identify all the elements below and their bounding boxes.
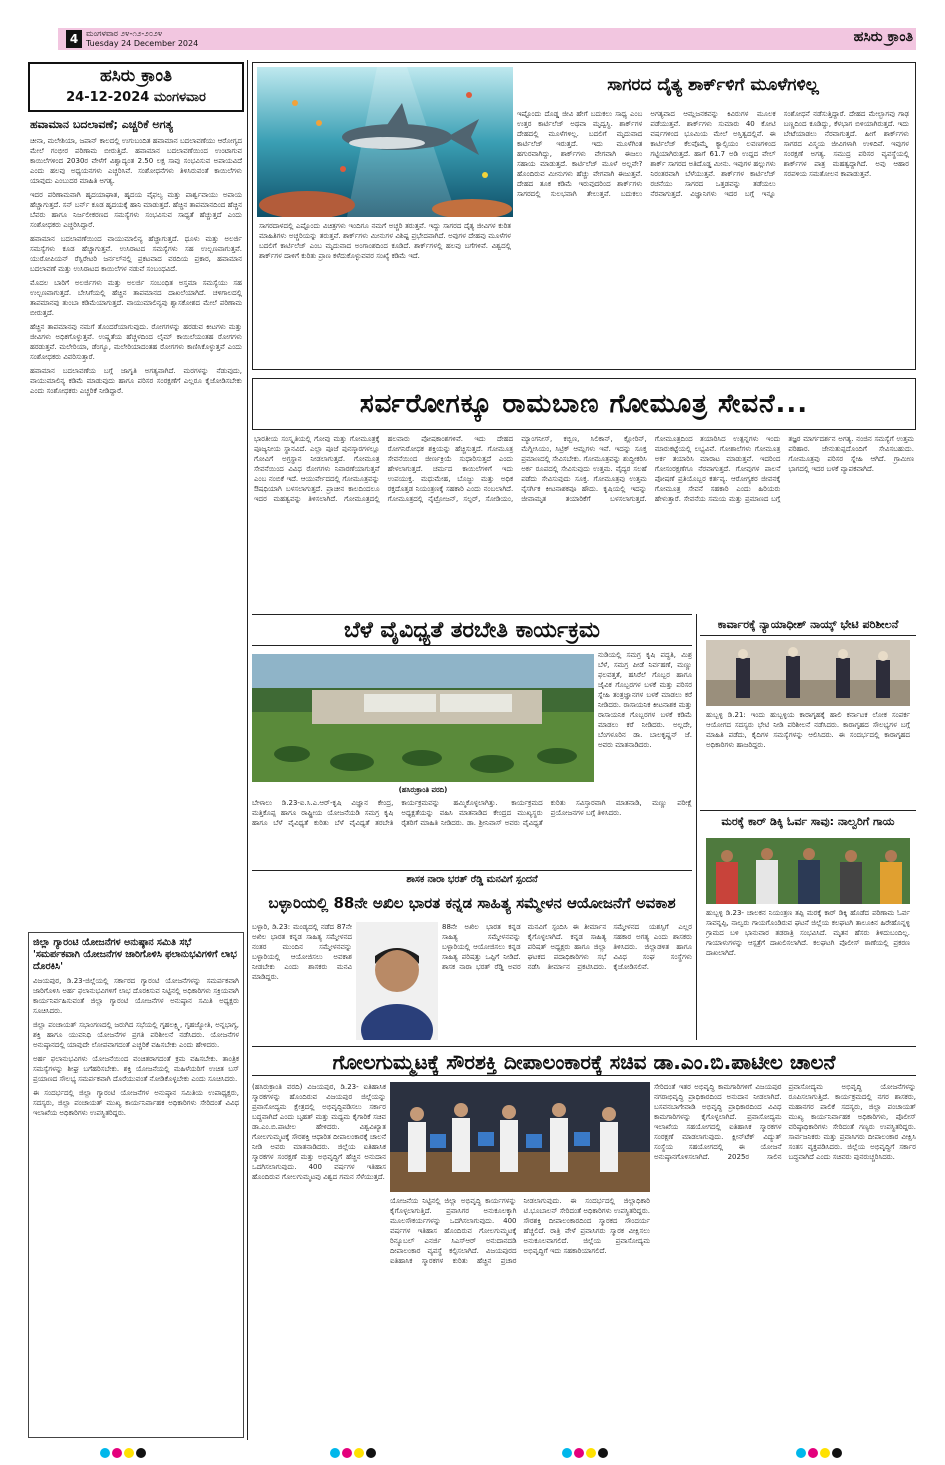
climate-paragraph: ಇದರ ಪರಿಣಾಮವಾಗಿ ಹೃದಯಾಘಾತ, ಹೃದಯ ವೈಫಲ್ಯ ಮತ್ತು ಪಾರ್ಶ್ವವಾಯು ಅಪಾಯ ಹೆಚ್ಚಾಗುತ್ತದೆ. ಸನ್ ಬರ್ನ್ ಕೂಡ ಹೃದಯಕ್ಕೆ ಹಾನಿ ಮಾಡುತ್ತದೆ. ಹೆಚ್ಚಿನ ತಾಪಮಾನದಿಂದ ಹೆಚ್ಚಿನ ಬೆವರು ಹಾಗೂ ನಿರ್ಜಲೀಕರಣದ ಸಮಸ್ಯೆಗಳು ಸಂಭವಿಸುವ ಸಾಧ್ಯತೆ ಹೆಚ್ಚುತ್ತದೆ ಎಂದು ಸಂಶೋಧಕರು ಎಚ್ಚರಿಸಿದ್ದಾರೆ. bbox=[30, 191, 242, 229]
registration-mark-dot bbox=[366, 1448, 376, 1458]
officials-visit-photo bbox=[706, 640, 910, 706]
solar-column-1: (ಹಸಿರುಕ್ರಾಂತಿ ವರದಿ) ವಿಜಯಪುರ, ಡಿ.23- ಐತಿಹಾಸಿಕ ಸ್ಮಾರಕಗಳನ್ನು ಹೊಂದಿರುವ ವಿಜಯಪುರ ಜಿಲ್ಲೆಯನ್ನು ಪ್ರವಾಸೋದ್ಯಮ ಕ್ಷೇತ್ರದಲ್ಲಿ ಅಭಿವೃದ್ಧಿಪಡಿಸಲು ಸರ್ಕಾರ ಬದ್ಧವಾಗಿದೆ ಎಂದು ಬೃಹತ್ ಮತ್ತು ಮಧ್ಯಮ ಕೈಗಾರಿಕೆ ಸಚಿವ ಡಾ.ಎಂ.ಬಿ.ಪಾಟೀಲ ಹೇಳಿದರು. ವಿಶ್ವವಿಖ್ಯಾತ ಗೋಲಗುಮ್ಮಟಕ್ಕೆ ಸೌರಶಕ್ತಿ ಆಧಾರಿತ ದೀಪಾಲಂಕಾರಕ್ಕೆ ಚಾಲನೆ ನೀಡಿ ಅವರು ಮಾತನಾಡಿದರು. ಜಿಲ್ಲೆಯ ಐತಿಹಾಸಿಕ ಸ್ಮಾರಕಗಳ ಸಂರಕ್ಷಣೆ ಮತ್ತು ಅಭಿವೃದ್ಧಿಗೆ ಹೆಚ್ಚಿನ ಅನುದಾನ ಒದಗಿಸಲಾಗುವುದು. 400 ವರ್ಷಗಳ ಇತಿಹಾಸ ಹೊಂದಿರುವ ಗೋಲಗುಮ್ಮಟವು ವಿಶ್ವದ ಗಮನ ಸೆಳೆಯುತ್ತದೆ. bbox=[252, 1083, 386, 1181]
climate-article bbox=[30, 136, 242, 926]
cow-headline-box bbox=[252, 378, 916, 430]
cow-headline: ಸರ್ವರೋಗಕ್ಕೂ ರಾಮಬಾಣ ಗೋಮೂತ್ರ ಸೇವನೆ... bbox=[359, 389, 809, 419]
guarantee-paragraph: ಈ ಸಂದರ್ಭದಲ್ಲಿ ಜಿಲ್ಲಾ ಗ್ಯಾರಂಟಿ ಯೋಜನೆಗಳ ಅನುಷ್ಠಾನ ಸಮಿತಿಯ ಉಪಾಧ್ಯಕ್ಷರು, ಸದಸ್ಯರು, ಜಿಲ್ಲಾ ಪಂಚಾಯತ್ ಮುಖ್ಯ ಕಾರ್ಯನಿರ್ವಾಹಕ ಅಧಿಕಾರಿಗಳು ಸೇರಿದಂತೆ ವಿವಿಧ ಇಲಾಖೆಯ ಅಧಿಕಾರಿಗಳು ಉಪಸ್ಥಿತರಿದ್ದರು. bbox=[33, 1089, 239, 1117]
climate-headline: ಹವಾಮಾನ ಬದಲಾವಣೆ; ಎಚ್ಚರಿಕೆ ಅಗತ್ಯ bbox=[30, 118, 173, 131]
registration-mark-dot bbox=[112, 1448, 122, 1458]
guarantee-paragraph: ಅರ್ಹ ಫಲಾನುಭವಿಗಳು ಯೋಜನೆಯಿಂದ ವಂಚಿತರಾಗದಂತೆ ಕ್ರಮ ವಹಿಸಬೇಕು. ತಾಂತ್ರಿಕ ಸಮಸ್ಯೆಗಳನ್ನು ಶೀಘ್ರ ಬಗೆಹರಿಸಬೇಕು. ಶಕ್ತಿ ಯೋಜನೆಯಲ್ಲಿ ಮಹಿಳೆಯರಿಗೆ ಉಚಿತ ಬಸ್ ಪ್ರಯಾಣದ ಸೌಲಭ್ಯ ಸಮರ್ಪಕವಾಗಿ ದೊರೆಯುವಂತೆ ನೋಡಿಕೊಳ್ಳಬೇಕು ಎಂದು ಸೂಚಿಸಿದರು. bbox=[33, 1055, 239, 1083]
header-dateline bbox=[86, 29, 198, 49]
solar-middle-columns: ಯೋಜನೆಯ ನಿಟ್ಟಿನಲ್ಲಿ ಜಿಲ್ಲಾ ಅಭಿವೃದ್ಧಿ ಕಾರ್ಯಗಳನ್ನು ಕೈಗೊಳ್ಳಲಾಗುತ್ತಿದೆ. ಪ್ರವಾಸಿಗರ ಅನುಕೂಲಕ್ಕಾಗಿ ಮೂಲಸೌಕರ್ಯಗಳನ್ನು ಒದಗಿಸಲಾಗುವುದು. 400 ವರ್ಷಗಳ ಇತಿಹಾಸ ಹೊಂದಿರುವ ಗೋಲಗುಮ್ಮಟಕ್ಕೆ ರಿನ್ಯೂಬಲ್ ಎನರ್ಜಿ ಸಿಎಸ್‌ಆರ್ ಅನುದಾನದಡಿ ದೀಪಾಲಂಕಾರ ವ್ಯವಸ್ಥೆ ಕಲ್ಪಿಸಲಾಗಿದೆ. ವಿಜಯಪುರದ ಐತಿಹಾಸಿಕ ಸ್ಮಾರಕಗಳ ಕುರಿತು ಹೆಚ್ಚಿನ ಪ್ರಚಾರ ನೀಡಲಾಗುವುದು. ಈ ಸಂದರ್ಭದಲ್ಲಿ ಜಿಲ್ಲಾಧಿಕಾರಿ ಟಿ.ಭೂಬಾಲನ್ ಸೇರಿದಂತೆ ಅಧಿಕಾರಿಗಳು ಉಪಸ್ಥಿತರಿದ್ದರು. ಸೌರಶಕ್ತಿ ದೀಪಾಲಂಕಾರದಿಂದ ಸ್ಮಾರಕದ ಸೌಂದರ್ಯ ಹೆಚ್ಚಲಿದೆ. ರಾತ್ರಿ ವೇಳೆ ಪ್ರವಾಸಿಗರು ಸ್ಮಾರಕ ವೀಕ್ಷಿಸಲು ಅನುಕೂಲವಾಗಲಿದೆ. ಜಿಲ್ಲೆಯ ಪ್ರವಾಸೋದ್ಯಮ ಅಭಿವೃದ್ಧಿಗೆ ಇದು ಸಹಕಾರಿಯಾಗಲಿದೆ. bbox=[390, 1197, 650, 1265]
guarantee-headline: ಜಿಲ್ಲಾ ಗ್ಯಾರಂಟಿ ಯೋಜನೆಗಳ ಅನುಷ್ಠಾನ ಸಮಿತಿ ಸಭೆ 'ಸಮರ್ಪಕವಾಗಿ ಯೋಜನೆಗಳ ಜಾರಿಗೊಳಿಸಿ ಫಲಾನುಭವಿಗಳಿಗೆ ಲಾಭ ದೊರಕಿಸಿ' bbox=[33, 937, 237, 972]
climate-paragraph: ಚೀನಾ, ಮಲೇಶಿಯಾ, ಜಪಾನ್ ಕಾಲದಲ್ಲಿ ಉಗುಬಂದಿತ ಹವಾಮಾನ ಬದಲಾವಣೆಯು ಆರೋಗ್ಯದ ಮೇಲೆ ಗಂಭೀರ ಪರಿಣಾಮ ಬೀರುತ್ತಿದೆ. ಹವಾಮಾನ ಬದಲಾವಣೆಯಿಂದ ಉಂಟಾಗುವ ಕಾಯಿಲೆಗಳಿಂದ 2030ರ ವೇಳೆಗೆ ವಿಶ್ವಾದ್ಯಂತ 2.50 ಲಕ್ಷ ಸಾವು ಸಂಭವಿಸುವ ಅಪಾಯವಿದೆ ಎಂದು ಹಲವು ಅಧ್ಯಯನಗಳು ಎಚ್ಚರಿಸಿವೆ. ಸಂಶೋಧನೆಗಳು ತಿಳಿಸಿರುವಂತೆ ಕಾಯಿಲೆಗಳು ಯಾವುದು ಎಂಬುದರ ಮಾಹಿತಿ ಅಗತ್ಯ. bbox=[30, 137, 242, 185]
registration-mark-dot bbox=[832, 1448, 842, 1458]
group-of-men-photo bbox=[706, 838, 910, 904]
registration-mark-dot bbox=[562, 1448, 572, 1458]
masthead-date: 24-12-2024 ಮಂಗಳವಾರ bbox=[66, 90, 206, 105]
masthead-box bbox=[28, 62, 244, 112]
climate-paragraph: ಮೊದಲ ಬಾರಿಗೆ ಅಲರ್ಜಿಗಳು ಮತ್ತು ಅಲರ್ಜಿ ಸಂಬಂಧಿತ ಅಸ್ತಮಾ ಸಮಸ್ಯೆಯು ಸಹ ಉಲ್ಬಣವಾಗುತ್ತದೆ. ಬೇಸಿಗೆಯಲ್ಲಿ ಹೆಚ್ಚಿನ ತಾಪಮಾನದ ದಾಖಲೆಯಾಗಿದೆ. ಚಳಿಗಾಲದಲ್ಲಿ ತಾಪಮಾನವು ತುಂಬಾ ಕಡಿಮೆಯಾಗುತ್ತದೆ. ವಾಯುಮಾಲಿನ್ಯವು ಶ್ವಾಸಕೋಶದ ಮೇಲೆ ಪರಿಣಾಮ ಬೀರುತ್ತದೆ. bbox=[30, 279, 242, 317]
registration-mark-dot bbox=[124, 1448, 134, 1458]
climate-paragraph: ಹವಾಮಾನ ಬದಲಾವಣೆಯ ಬಗ್ಗೆ ಜಾಗೃತಿ ಅಗತ್ಯವಾಗಿದೆ. ಮರಗಳನ್ನು ನೆಡುವುದು, ವಾಯುಮಾಲಿನ್ಯ ಕಡಿಮೆ ಮಾಡುವುದು ಹಾಗೂ ಪರಿಸರ ಸಂರಕ್ಷಣೆಗೆ ಎಲ್ಲರೂ ಕೈಜೋಡಿಸಬೇಕು ಎಂದು ಸಂಶೋಧಕರು ಎಚ್ಚರಿಕೆ ನೀಡಿದ್ದಾರೆ. bbox=[30, 367, 242, 395]
bellary-column-2: 88ನೇ ಅಖಿಲ ಭಾರತ ಕನ್ನಡ ಸಾಹಿತ್ಯ ಸಮ್ಮೇಳನವನ್ನು ಬಳ್ಳಾರಿಯಲ್ಲಿ ಆಯೋಜಿಸಲು ಕನ್ನಡ ಸಾಹಿತ್ಯ ಪರಿಷತ್ತು ಒಪ್ಪಿಗೆ ನೀಡಿದೆ. ಶಾಸಕ ನಾರಾ ಭರತ್ ರೆಡ್ಡಿ ಅವರ ಮನವಿಗೆ ಸ್ಪಂದಿಸಿ ಈ ತೀರ್ಮಾನ ಕೈಗೊಳ್ಳಲಾಗಿದೆ. ಕನ್ನಡ ಸಾಹಿತ್ಯ ಪರಿಷತ್ ಅಧ್ಯಕ್ಷರು ಹಾಗೂ ಜಿಲ್ಲಾ ಘಟಕದ ಪದಾಧಿಕಾರಿಗಳು ಸಭೆ ನಡೆಸಿ ತೀರ್ಮಾನ ಪ್ರಕಟಿಸಿದರು. ಸಮ್ಮೇಳನದ ಯಶಸ್ಸಿಗೆ ಎಲ್ಲರ ಸಹಕಾರ ಅಗತ್ಯ ಎಂದು ಶಾಸಕರು ತಿಳಿಸಿದರು. ಜಿಲ್ಲಾಡಳಿತ ಹಾಗೂ ವಿವಿಧ ಸಂಘ ಸಂಸ್ಥೆಗಳು ಕೈಜೋಡಿಸಲಿವೆ. bbox=[442, 923, 692, 971]
registration-mark-dot bbox=[586, 1448, 596, 1458]
column-divider bbox=[247, 60, 248, 1440]
solar-right-columns: ಸೇರಿದಂತೆ ಇತರ ಅಭಿವೃದ್ಧಿ ಕಾಮಗಾರಿಗಳಿಗೆ ವಿಜಯಪುರ ನಗರಾಭಿವೃದ್ಧಿ ಪ್ರಾಧಿಕಾರದಿಂದ ಅನುದಾನ ನೀಡಲಾಗಿದೆ. ಬಸವನಬಾಗೇವಾಡಿ ಅಭಿವೃದ್ಧಿ ಪ್ರಾಧಿಕಾರದಿಂದ ವಿವಿಧ ಕಾಮಗಾರಿಗಳನ್ನು ಕೈಗೊಳ್ಳಲಾಗಿದೆ. ಪ್ರವಾಸೋದ್ಯಮ ಇಲಾಖೆಯ ಸಹಯೋಗದಲ್ಲಿ ಐತಿಹಾಸಿಕ ಸ್ಮಾರಕಗಳ ಸಂರಕ್ಷಣೆ ಮಾಡಲಾಗುವುದು. ಕ್ಲೀನ್‌ಟೆಕ್ ವಿದ್ಯುತ್ ಸಂಸ್ಥೆಯ ಸಹಯೋಗದಲ್ಲಿ ಈ ಯೋಜನೆ ಅನುಷ್ಠಾನಗೊಳಿಸಲಾಗಿದೆ. 2025ರ ಸಾಲಿನ ಪ್ರವಾಸೋದ್ಯಮ ಅಭಿವೃದ್ಧಿ ಯೋಜನೆಗಳನ್ನು ರೂಪಿಸಲಾಗುತ್ತಿದೆ. ಕಾರ್ಯಕ್ರಮದಲ್ಲಿ ನಗರ ಶಾಸಕರು, ಮಹಾನಗರ ಪಾಲಿಕೆ ಸದಸ್ಯರು, ಜಿಲ್ಲಾ ಪಂಚಾಯತ್ ಮುಖ್ಯ ಕಾರ್ಯನಿರ್ವಾಹಕ ಅಧಿಕಾರಿಗಳು, ಪೊಲೀಸ್ ವರಿಷ್ಠಾಧಿಕಾರಿಗಳು ಸೇರಿದಂತೆ ಗಣ್ಯರು ಉಪಸ್ಥಿತರಿದ್ದರು. ಸಾರ್ವಜನಿಕರು ಮತ್ತು ಪ್ರವಾಸಿಗರು ದೀಪಾಲಂಕಾರ ವೀಕ್ಷಿಸಿ ಸಂತಸ ವ್ಯಕ್ತಪಡಿಸಿದರು. ಜಿಲ್ಲೆಯ ಅಭಿವೃದ್ಧಿಗೆ ಸರ್ಕಾರ ಬದ್ಧವಾಗಿದೆ ಎಂದು ಸಚಿವರು ಪುನರುಚ್ಚರಿಸಿದರು. bbox=[654, 1083, 916, 1161]
header-brand: ಹಸಿರು ಕ್ರಾಂತಿ bbox=[853, 29, 913, 45]
cow-body: ಭಾರತೀಯ ಸಂಸ್ಕೃತಿಯಲ್ಲಿ ಗೋವು ಮತ್ತು ಗೋಮೂತ್ರಕ್ಕೆ ಪೂಜ್ಯನೀಯ ಸ್ಥಾನವಿದೆ. ಎಲ್ಲಾ ಪೂಜೆ ಪುನಸ್ಕಾರಗಳಲ್ಲೂ ಗೋವಿಗೆ ಅಗ್ರಸ್ಥಾನ ನೀಡಲಾಗುತ್ತದೆ. ಗೋಮೂತ್ರ ಸೇವನೆಯಿಂದ ವಿವಿಧ ರೋಗಗಳು ನಿವಾರಣೆಯಾಗುತ್ತವೆ ಎಂಬ ನಂಬಿಕೆ ಇದೆ. ಆಯುರ್ವೇದದಲ್ಲಿ ಗೋಮೂತ್ರವನ್ನು ಔಷಧಿಯಾಗಿ ಬಳಸಲಾಗುತ್ತದೆ. ಪ್ರಾಚೀನ ಕಾಲದಿಂದಲೂ ಇದರ ಮಹತ್ವವನ್ನು ತಿಳಿಸಲಾಗಿದೆ. ಗೋಮೂತ್ರದಲ್ಲಿ ಹಲವಾರು ಪೋಷಕಾಂಶಗಳಿವೆ. ಇದು ದೇಹದ ರೋಗನಿರೋಧಕ ಶಕ್ತಿಯನ್ನು ಹೆಚ್ಚಿಸುತ್ತದೆ. ಗೋಮೂತ್ರ ಸೇವನೆಯಿಂದ ಜೀರ್ಣಕ್ರಿಯೆ ಸುಧಾರಿಸುತ್ತದೆ ಎಂದು ಹೇಳಲಾಗುತ್ತದೆ. ಚರ್ಮದ ಕಾಯಿಲೆಗಳಿಗೆ ಇದು ಉಪಯುಕ್ತ. ಮಧುಮೇಹ, ಬೊಜ್ಜು ಮತ್ತು ಅಧಿಕ ರಕ್ತದೊತ್ತಡ ನಿಯಂತ್ರಣಕ್ಕೆ ಸಹಕಾರಿ ಎಂದು ನಂಬಲಾಗಿದೆ. ಗೋಮೂತ್ರದಲ್ಲಿ ನೈಟ್ರೋಜನ್, ಸಲ್ಫರ್, ಸೋಡಿಯಂ, ಮ್ಯಾಂಗನೀಸ್, ಕಬ್ಬಿಣ, ಸಿಲಿಕಾನ್, ಕ್ಲೋರಿನ್, ಮೆಗ್ನೀಸಿಯಂ, ಸಿಟ್ರಿಕ್ ಆಮ್ಲಗಳು ಇವೆ. ಇದನ್ನು ಸೂಕ್ತ ಪ್ರಮಾಣದಲ್ಲಿ ಸೇವಿಸಬೇಕು. ಗೋಮೂತ್ರವನ್ನು ಶುದ್ಧೀಕರಿಸಿ ಅರ್ಕ ರೂಪದಲ್ಲಿ ಸೇವಿಸುವುದು ಉತ್ತಮ. ವೈದ್ಯರ ಸಲಹೆ ಪಡೆದು ಸೇವಿಸುವುದು ಸೂಕ್ತ. ಗೋಮೂತ್ರವು ಉತ್ತಮ ನೈಸರ್ಗಿಕ ಕೀಟನಾಶಕವೂ ಹೌದು. ಕೃಷಿಯಲ್ಲಿ ಇದನ್ನು ಜೀವಾಮೃತ ತಯಾರಿಕೆಗೆ ಬಳಸಲಾಗುತ್ತದೆ. ಗೋಮೂತ್ರದಿಂದ ತಯಾರಿಸಿದ ಉತ್ಪನ್ನಗಳು ಇಂದು ಮಾರುಕಟ್ಟೆಯಲ್ಲಿ ಲಭ್ಯವಿವೆ. ಗೋಶಾಲೆಗಳು ಗೋಮೂತ್ರ ಅರ್ಕ ತಯಾರಿಸಿ ಮಾರಾಟ ಮಾಡುತ್ತವೆ. ಇದರಿಂದ ಗೋಸಂರಕ್ಷಣೆಗೂ ನೆರವಾಗುತ್ತದೆ. ಗೋವುಗಳ ಪಾಲನೆ ಪೋಷಣೆ ಪ್ರತಿಯೊಬ್ಬರ ಕರ್ತವ್ಯ. ಆರೋಗ್ಯಕರ ಜೀವನಕ್ಕೆ ಗೋಮೂತ್ರ ಸೇವನೆ ಸಹಕಾರಿ ಎಂದು ಹಿರಿಯರು ಹೇಳುತ್ತಾರೆ. ಸೇವನೆಯ ಸಮಯ ಮತ್ತು ಪ್ರಮಾಣದ ಬಗ್ಗೆ ತಜ್ಞರ ಮಾರ್ಗದರ್ಶನ ಅಗತ್ಯ. ನಂಜಿನ ಸಮಸ್ಯೆಗೆ ಉತ್ತಮ ಪರಿಹಾರ. ಜೇನುತುಪ್ಪದೊಂದಿಗೆ ಸೇವಿಸಬಹುದು. ಗೋಮೂತ್ರವು ಪರಿಸರ ಸ್ನೇಹಿ ಆಗಿದೆ. ಗ್ರಾಮೀಣ ಭಾಗದಲ್ಲಿ ಇದರ ಬಳಕೆ ವ್ಯಾಪಕವಾಗಿದೆ. bbox=[254, 435, 914, 503]
carcrash-body: ಹುಬ್ಬಳ್ಳಿ ಡಿ.23- ಚಾಲಕನ ನಿಯಂತ್ರಣ ತಪ್ಪಿ ಮರಕ್ಕೆ ಕಾರ್ ಡಿಕ್ಕಿ ಹೊಡೆದ ಪರಿಣಾಮ ಓರ್ವ ಸಾವನ್ನಪ್ಪಿ, ನಾಲ್ವರು ಗಾಯಗೊಂಡಿರುವ ಘಟನೆ ಜಿಲ್ಲೆಯ ಕಲಘಟಗಿ ತಾಲೂಕಿನ ಹಿರೇಹೊನ್ನಳ್ಳಿ ಗ್ರಾಮದ ಬಳಿ ಭಾನುವಾರ ತಡರಾತ್ರಿ ಸಂಭವಿಸಿದೆ. ಮೃತನ ಹೆಸರು ತಿಳಿದುಬಂದಿಲ್ಲ. ಗಾಯಾಳುಗಳನ್ನು ಆಸ್ಪತ್ರೆಗೆ ದಾಖಲಿಸಲಾಗಿದೆ. ಕಲಘಟಗಿ ಪೊಲೀಸ್ ಠಾಣೆಯಲ್ಲಿ ಪ್ರಕರಣ ದಾಖಲಾಗಿದೆ. bbox=[706, 909, 910, 957]
registration-mark-dot bbox=[330, 1448, 340, 1458]
crop-headline: ಬೆಳೆ ವೈವಿಧ್ಯತೆ ತರಬೇತಿ ಕಾರ್ಯಕ್ರಮ bbox=[252, 614, 692, 646]
shark-headline: ಸಾಗರದ ದೈತ್ಯ ಶಾರ್ಕ್‌ಳಿಗೆ ಮೂಳೆಗಳಿಲ್ಲ bbox=[607, 75, 819, 95]
guarantee-article-box bbox=[28, 932, 244, 1438]
registration-mark-dot bbox=[136, 1448, 146, 1458]
farmers-field-photo bbox=[252, 654, 594, 782]
registration-mark-dot bbox=[574, 1448, 584, 1458]
guarantee-paragraph: ಜಿಲ್ಲಾ ಪಂಚಾಯತ್ ಸಭಾಂಗಣದಲ್ಲಿ ಜರುಗಿದ ಸಭೆಯಲ್ಲಿ ಗೃಹಲಕ್ಷ್ಮಿ, ಗೃಹಜ್ಯೋತಿ, ಅನ್ನಭಾಗ್ಯ, ಶಕ್ತಿ ಹಾಗೂ ಯುವನಿಧಿ ಯೋಜನೆಗಳ ಪ್ರಗತಿ ಪರಿಶೀಲನೆ ನಡೆಸಿದರು. ಯೋಜನೆಗಳ ಅನುಷ್ಠಾನದಲ್ಲಿ ಯಾವುದೇ ಲೋಪವಾಗದಂತೆ ಎಚ್ಚರಿಕೆ ವಹಿಸಬೇಕು ಎಂದು ಹೇಳಿದರು. bbox=[33, 1021, 239, 1049]
karwar-headline: ಕಾರ್ವಾರಕ್ಕೆ ನ್ಯಾಯಾಧೀಶ್ ನಾಯ್ಕ್ ಭೇಟಿ ಪರಿಶೀಲನೆ bbox=[700, 614, 916, 636]
shark-intro-column: ಸಾಗರದಾಳದಲ್ಲಿ ಎಷ್ಟೊಂದು ವಿಚಿತ್ರಗಳು ಇಂದಿಗೂ ನಮಗೆ ಅಚ್ಚರಿ ತರುತ್ತವೆ. ಇದ್ದು ಸಾಗರದ ದೈತ್ಯ ಜೀವಿಗಳ ಕುರಿತ ಮಾಹಿತಿಗಳು ಅಚ್ಚರಿಯನ್ನು ತರುತ್ತವೆ. ಶಾರ್ಕ್‌ಗಳು ಮೀನುಗಳ ವಿಶಿಷ್ಟ ಪ್ರಭೇದವಾಗಿದೆ. ಅವುಗಳ ದೇಹವು ಮೂಳೆಗಳ ಬದಲಿಗೆ ಕಾರ್ಟಿಲೆಜ್ ಎಂಬ ಮೃದುವಾದ ಅಂಗಾಂಶದಿಂದ ಕೂಡಿದೆ. ಶಾರ್ಕ್‌ಗಳಲ್ಲಿ ಹಲವು ಬಗೆಗಳಿವೆ. ವಿಶ್ವದಲ್ಲಿ ಶಾರ್ಕ್‌ಗಳ ದಾಳಿಗೆ ಕುರಿತು ಪ್ರಾಣ ಕಳೆದುಕೊಳ್ಳುವವರ ಸಂಖ್ಯೆ ಕಡಿಮೆ ಇದೆ. bbox=[259, 222, 511, 260]
karwar-body: ಹುಬ್ಬಳ್ಳಿ ಡಿ.21: ಇಂದು ಹುಬ್ಬಳ್ಳಿಯ ಕಾರಾಗೃಹಕ್ಕೆ ಹಾಲಿ ಕರ್ನಾಟಕ ಲೋಕ ಸಂಪರ್ಕ ಆಯೋಗದ ಸದಸ್ಯರು ಭೇಟಿ ನೀಡಿ ಪರಿಶೀಲನೆ ನಡೆಸಿದರು. ಕಾರಾಗೃಹದ ಸೌಲಭ್ಯಗಳ ಬಗ್ಗೆ ಮಾಹಿತಿ ಪಡೆದು, ಕೈದಿಗಳ ಸಮಸ್ಯೆಗಳನ್ನು ಆಲಿಸಿದರು. ಈ ಸಂದರ್ಭದಲ್ಲಿ ಕಾರಾಗೃಹದ ಅಧಿಕಾರಿಗಳು ಹಾಜರಿದ್ದರು. bbox=[706, 711, 910, 749]
registration-mark-dot bbox=[100, 1448, 110, 1458]
column-divider bbox=[696, 614, 697, 1040]
registration-mark-dot bbox=[820, 1448, 830, 1458]
registration-mark-dot bbox=[808, 1448, 818, 1458]
guarantee-article bbox=[29, 976, 243, 1426]
page-number: 4 bbox=[66, 30, 82, 48]
crop-photo-caption: (ಹಸಿರುಕ್ರಾಂತಿ ವರದಿ) bbox=[398, 786, 448, 794]
crop-body: ಬೇಳಾಲು ಡಿ.23-ಐ.ಸಿ.ಎ.ಆರ್-ಕೃಷಿ ವಿಜ್ಞಾನ ಕೇಂದ್ರ, ಮತ್ತಿಕೊಪ್ಪ ಹಾಗೂ ರಾಷ್ಟ್ರೀಯ ಯೋಜನೆಯಡಿ ಸಮಗ್ರ ಕೃಷಿ ಹಾಗೂ ಬೆಳೆ ವೈವಿಧ್ಯತೆ ಕುರಿತು ಬೆಳೆ ವೈವಿಧ್ಯತೆ ತರಬೇತಿ ಕಾರ್ಯಕ್ರಮವನ್ನು ಹಮ್ಮಿಕೊಳ್ಳಲಾಗಿತ್ತು. ಕಾರ್ಯಕ್ರಮದ ಅಧ್ಯಕ್ಷತೆಯನ್ನು ವಹಿಸಿ ಮಾತನಾಡಿದ ಕೇಂದ್ರದ ಮುಖ್ಯಸ್ಥರು ರೈತರಿಗೆ ಮಾಹಿತಿ ನೀಡಿದರು. ಡಾ. ಶ್ರೀನಿವಾಸ್ ಅವರು ವೈವಿಧ್ಯತೆ ಕುರಿತು ಸವಿಸ್ತಾರವಾಗಿ ಮಾತನಾಡಿ, ಮಣ್ಣು ಪರೀಕ್ಷೆ ಪ್ರಯೋಜನಗಳ ಬಗ್ಗೆ ತಿಳಿಸಿದರು. bbox=[252, 799, 692, 827]
bellary-column-1: ಬಳ್ಳಾರಿ, ಡಿ.23: ಮಂಡ್ಯದಲ್ಲಿ ನಡೆದ 87ನೇ ಅಖಿಲ ಭಾರತ ಕನ್ನಡ ಸಾಹಿತ್ಯ ಸಮ್ಮೇಳನದ ನಂತರ ಮುಂದಿನ ಸಮ್ಮೇಳನವನ್ನು ಬಳ್ಳಾರಿಯಲ್ಲಿ ಆಯೋಜಿಸಲು ಅವಕಾಶ ನೀಡಬೇಕು ಎಂದು ಶಾಸಕರು ಮನವಿ ಮಾಡಿದ್ದರು. bbox=[252, 923, 352, 981]
solar-headline: ಗೋಲಗುಮ್ಮಟಕ್ಕೆ ಸೌರಶಕ್ತಿ ದೀಪಾಲಂಕಾರಕ್ಕೆ ಸಚಿವ ಡಾ.ಎಂ.ಬಿ.ಪಾಟೀಲ ಚಾಲನೆ bbox=[252, 1046, 916, 1076]
climate-paragraph: ಹವಾಮಾನ ಬದಲಾವಣೆಯಿಂದ ವಾಯುಮಾಲಿನ್ಯ ಹೆಚ್ಚಾಗುತ್ತದೆ. ಧೂಳು ಮತ್ತು ಅಲರ್ಜಿ ಸಮಸ್ಯೆಗಳು ಕೂಡ ಹೆಚ್ಚಾಗುತ್ತವೆ. ಉಸಿರಾಟದ ಸಮಸ್ಯೆಗಳು ಸಹ ಉಲ್ಬಣವಾಗುತ್ತವೆ. ಯುರೋಪಿಯನ್ ರೆಸ್ಪಿರೇಟರಿ ಜರ್ನಲ್‌ನಲ್ಲಿ ಪ್ರಕಟವಾದ ವರದಿಯ ಪ್ರಕಾರ, ಹವಾಮಾನ ಬದಲಾವಣೆ ಮತ್ತು ಉಸಿರಾಟದ ಕಾಯಿಲೆಗಳ ನಡುವೆ ಸಂಬಂಧವಿದೆ. bbox=[30, 235, 242, 273]
climate-paragraph: ಹೆಚ್ಚಿನ ತಾಪಮಾನವು ನಮಗೆ ತೊಂದರೆಯಾಗುವುದು. ರೋಗಗಳನ್ನು ಹರಡುವ ಕೀಟಗಳು ಮತ್ತು ಜೀವಿಗಳು ಅಧಿಕಗೊಳ್ಳುತ್ತವೆ. ಉಷ್ಣತೆಯ ಹೆಚ್ಚಳದಿಂದ ಲೈಮ್ ಕಾಯಿಲೆಯಂತಹ ರೋಗಗಳು ಹರಡುತ್ತವೆ. ಮಲೇರಿಯಾ, ಡೆಂಗ್ಯೂ, ಮಲೇರಿಯಾದಂತಹ ರೋಗಗಳು ಕಾಣಿಸಿಕೊಳ್ಳುತ್ತವೆ ಎಂದು ಸಂಶೋಧಕರು ವಿವರಿಸುತ್ತಾರೆ. bbox=[30, 323, 242, 361]
carcrash-headline: ಮರಕ್ಕೆ ಕಾರ್ ಡಿಕ್ಕಿ ಓರ್ವ ಸಾವು: ನಾಲ್ವರಿಗೆ ಗಾಯ bbox=[700, 810, 916, 832]
registration-mark-dot bbox=[598, 1448, 608, 1458]
bellary-headline: ಬಳ್ಳಾರಿಯಲ್ಲಿ 88ನೇ ಅಖಿಲ ಭಾರತ ಕನ್ನಡ ಸಾಹಿತ್ಯ ಸಮ್ಮೇಳನ ಆಯೋಜನೆಗೆ ಅವಕಾಶ bbox=[268, 894, 676, 912]
masthead-title: ಹಸಿರು ಕ್ರಾಂತಿ bbox=[99, 66, 173, 86]
crop-side-column: ನುಡಿಯಲ್ಲಿ ಸಮಗ್ರ ಕೃಷಿ ಪದ್ಧತಿ, ಮಿಶ್ರ ಬೆಳೆ, ಸಮಗ್ರ ಪೀಡೆ ನಿರ್ವಹಣೆ, ಮಣ್ಣು ಫಲವತ್ತತೆ, ಹಸಿರೆಲೆ ಗೊಬ್ಬರ ಹಾಗೂ ಜೈವಿಕ ಗೊಬ್ಬರಗಳ ಬಳಕೆ ಮತ್ತು ಪರಿಸರ ಸ್ನೇಹಿ ತಂತ್ರಜ್ಞಾನಗಳ ಬಳಕೆ ಮಾಡಲು ಕರೆ ನೀಡಿದರು. ರಾಸಾಯನಿಕ ಕೀಟನಾಶಕ ಮತ್ತು ರಾಸಾಯನಿಕ ಗೊಬ್ಬರಗಳ ಬಳಕೆ ಕಡಿಮೆ ಮಾಡಲು ಕರೆ ನೀಡಿದರು. ಅಲ್ಲದೇ, ಬೆಂಗಳೂರಿನ ಡಾ. ಬಾಲಕೃಷ್ಣನ್ ಜೆ. ಅವರು ಮಾತನಾಡಿದರು. bbox=[598, 651, 692, 749]
shark-body: ಇಷ್ಟೊಂದು ದೊಡ್ಡ ಜೀವಿ ಹೇಗೆ ಬದುಕಲು ಸಾಧ್ಯ ಎಂಬ ಉತ್ತರ ಕಾರ್ಟಿಲೆಜ್ ಅಥವಾ ಮೃದ್ವಸ್ಥಿ. ಶಾರ್ಕ್‌ಗಳ ದೇಹದಲ್ಲಿ ಮೂಳೆಗಳಿಲ್ಲ. ಬದಲಿಗೆ ಮೃದುವಾದ ಕಾರ್ಟಿಲೆಜ್ ಇರುತ್ತದೆ. ಇದು ಮೂಳೆಗಿಂತ ಹಗುರವಾಗಿದ್ದು, ಶಾರ್ಕ್‌ಗಳು ವೇಗವಾಗಿ ಈಜಲು ಸಹಾಯ ಮಾಡುತ್ತದೆ. ಕಾರ್ಟಿಲೆಜ್ ಮೂಳೆ ಅಲ್ಲವೇ? ಹೊಂದಿರುವ ಮೀನುಗಳು ಹೆಚ್ಚು ವೇಗವಾಗಿ ಈಜುತ್ತವೆ. ದೇಹದ ತೂಕ ಕಡಿಮೆ ಇರುವುದರಿಂದ ಶಾರ್ಕ್‌ಗಳು ಸಾಗರದಲ್ಲಿ ಸುಲಭವಾಗಿ ತೇಲುತ್ತವೆ. ಬದುಕಲು ಅಗತ್ಯವಾದ ಆಮ್ಲಜನಕವನ್ನು ಕಿವಿರುಗಳ ಮೂಲಕ ಪಡೆಯುತ್ತವೆ. ಶಾರ್ಕ್‌ಗಳು ಸುಮಾರು 40 ಕೋಟಿ ವರ್ಷಗಳಿಂದ ಭೂಮಿಯ ಮೇಲೆ ಅಸ್ತಿತ್ವದಲ್ಲಿವೆ. ಈ ಕಾರ್ಟಿಲೆಜ್ ಕೆಲವೊಮ್ಮೆ ಕ್ಯಾಲ್ಸಿಯಂ ಲವಣಗಳಿಂದ ಗಟ್ಟಿಯಾಗಿರುತ್ತದೆ. ಹಾಗೆ 61.7 ಅಡಿ ಉದ್ದದ ವೇಲ್ ಶಾರ್ಕ್ ಸಾಗರದ ಅತಿದೊಡ್ಡ ಮೀನು. ಇವುಗಳ ಹಲ್ಲುಗಳು ನಿರಂತರವಾಗಿ ಬೆಳೆಯುತ್ತವೆ. ಶಾರ್ಕ್‌ಗಳ ಕಾರ್ಟಿಲೆಜ್ ರಚನೆಯು ಸಾಗರದ ಒತ್ತಡವನ್ನು ತಡೆಯಲು ನೆರವಾಗುತ್ತದೆ. ವಿಜ್ಞಾನಿಗಳು ಇದರ ಬಗ್ಗೆ ಇನ್ನೂ ಸಂಶೋಧನೆ ನಡೆಸುತ್ತಿದ್ದಾರೆ. ದೇಹದ ಮೇಲ್ಭಾಗವು ಗಾಢ ಬಣ್ಣದಿಂದ ಕೂಡಿದ್ದು, ಕೆಳಭಾಗ ಬಿಳಿಯಾಗಿರುತ್ತದೆ. ಇದು ಬೇಟೆಯಾಡಲು ನೆರವಾಗುತ್ತದೆ. ಹೀಗೆ ಶಾರ್ಕ್‌ಗಳು ಸಾಗರದ ವಿಸ್ಮಯ ಜೀವಿಗಳಾಗಿ ಉಳಿದಿವೆ. ಇವುಗಳ ಸಂರಕ್ಷಣೆ ಅಗತ್ಯ. ಸಮುದ್ರ ಪರಿಸರ ವ್ಯವಸ್ಥೆಯಲ್ಲಿ ಶಾರ್ಕ್‌ಗಳ ಪಾತ್ರ ಮಹತ್ವದ್ದಾಗಿದೆ. ಅವು ಆಹಾರ ಸರಪಳಿಯ ಸಮತೋಲನ ಕಾಪಾಡುತ್ತವೆ. bbox=[517, 110, 909, 198]
guarantee-paragraph: ವಿಜಯಪುರ, ಡಿ.23-ಜಿಲ್ಲೆಯಲ್ಲಿ ಸರ್ಕಾರದ ಗ್ಯಾರಂಟಿ ಯೋಜನೆಗಳನ್ನು ಸಮರ್ಪಕವಾಗಿ ಜಾರಿಗೊಳಿಸಿ ಅರ್ಹ ಫಲಾನುಭವಿಗಳಿಗೆ ಲಾಭ ದೊರಕಿಸುವ ನಿಟ್ಟಿನಲ್ಲಿ ಅಧಿಕಾರಿಗಳು ಸಕ್ರಿಯವಾಗಿ ಕಾರ್ಯನಿರ್ವಹಿಸುವಂತೆ ಜಿಲ್ಲಾ ಗ್ಯಾರಂಟಿ ಯೋಜನೆಗಳ ಅನುಷ್ಠಾನ ಸಮಿತಿ ಅಧ್ಯಕ್ಷರು ಸೂಚಿಸಿದರು. bbox=[33, 977, 239, 1015]
registration-mark-dot bbox=[342, 1448, 352, 1458]
shark-underwater-photo bbox=[257, 67, 513, 217]
mla-portrait-photo bbox=[356, 922, 438, 1040]
header-date-en: Tuesday 24 December 2024 bbox=[86, 39, 199, 48]
header-date-kn: ಮಂಗಳವಾರ ೨೪-೧೨-೨೦೨೪ bbox=[86, 29, 163, 38]
registration-mark-dot bbox=[796, 1448, 806, 1458]
registration-mark-dot bbox=[354, 1448, 364, 1458]
shark-article-box bbox=[252, 62, 916, 370]
bellary-subhead: ಶಾಸಕ ನಾರಾ ಭರತ್ ರೆಡ್ಡಿ ಮನವಿಗೆ ಸ್ಪಂದನೆ bbox=[252, 870, 692, 888]
minister-event-photo bbox=[390, 1082, 650, 1192]
